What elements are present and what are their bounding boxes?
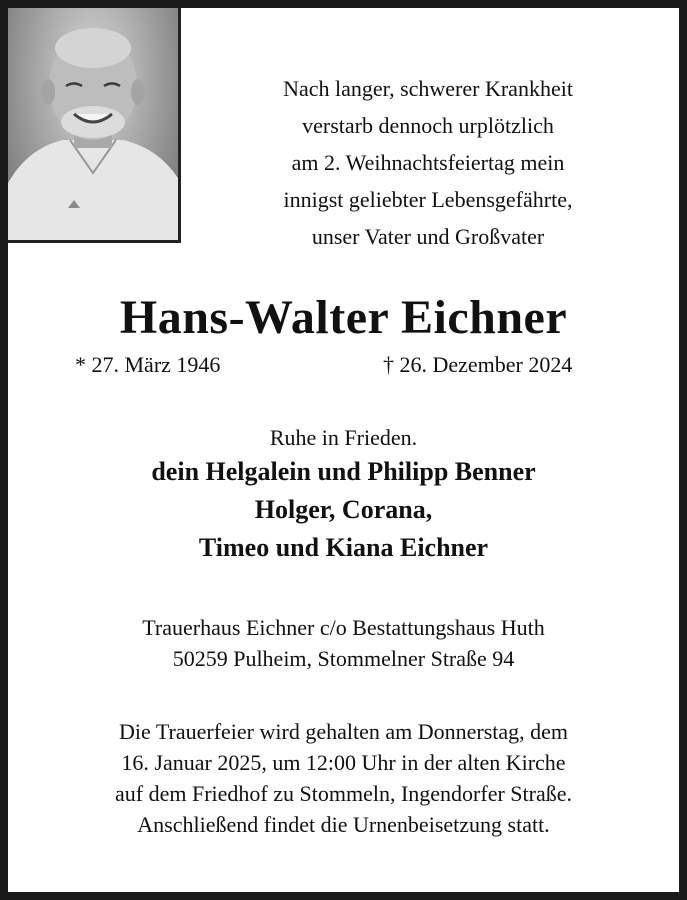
mourning-address xyxy=(8,612,679,674)
family-line: Timeo und Kiana Eichner xyxy=(198,533,489,562)
intro-line: Nach langer, schwerer Krankheit xyxy=(283,76,573,101)
portrait-photo xyxy=(8,8,181,243)
intro-line: unser Vater und Großvater xyxy=(311,224,545,249)
address-line: 50259 Pulheim, Stommelner Straße 94 xyxy=(172,646,515,671)
address-line: Trauerhaus Eichner c/o Bestattungshaus Huth xyxy=(142,615,545,640)
intro-line: innigst geliebter Lebensgefährte, xyxy=(283,187,573,212)
family-line: Holger, Corana, xyxy=(254,495,433,524)
rest-in-peace: Ruhe in Frieden. xyxy=(269,425,418,450)
intro-line: verstarb dennoch urplötzlich xyxy=(302,113,554,138)
intro-text xyxy=(198,70,658,255)
funeral-service-info xyxy=(8,716,679,840)
death-date: † 26. Dezember 2024 xyxy=(383,352,573,377)
obituary-card xyxy=(8,8,679,892)
birth-date: * 27. März 1946 xyxy=(75,352,221,377)
service-line: Anschließend findet die Urnenbeisetzung statt. xyxy=(137,812,550,837)
family-block xyxy=(8,423,679,567)
deceased-name: Hans-Walter Eichner xyxy=(119,291,568,344)
intro-line: am 2. Weihnachtsfeiertag mein xyxy=(291,150,565,175)
service-line: Die Trauerfeier wird gehalten am Donnerstag, dem xyxy=(118,719,569,744)
portrait-icon xyxy=(8,8,178,240)
service-line: 16. Januar 2025, um 12:00 Uhr in der alten Kirche xyxy=(121,750,566,775)
family-line: dein Helgalein und Philipp Benner xyxy=(151,457,536,486)
service-line: auf dem Friedhof zu Stommeln, Ingendorfer Straße. xyxy=(115,781,572,806)
